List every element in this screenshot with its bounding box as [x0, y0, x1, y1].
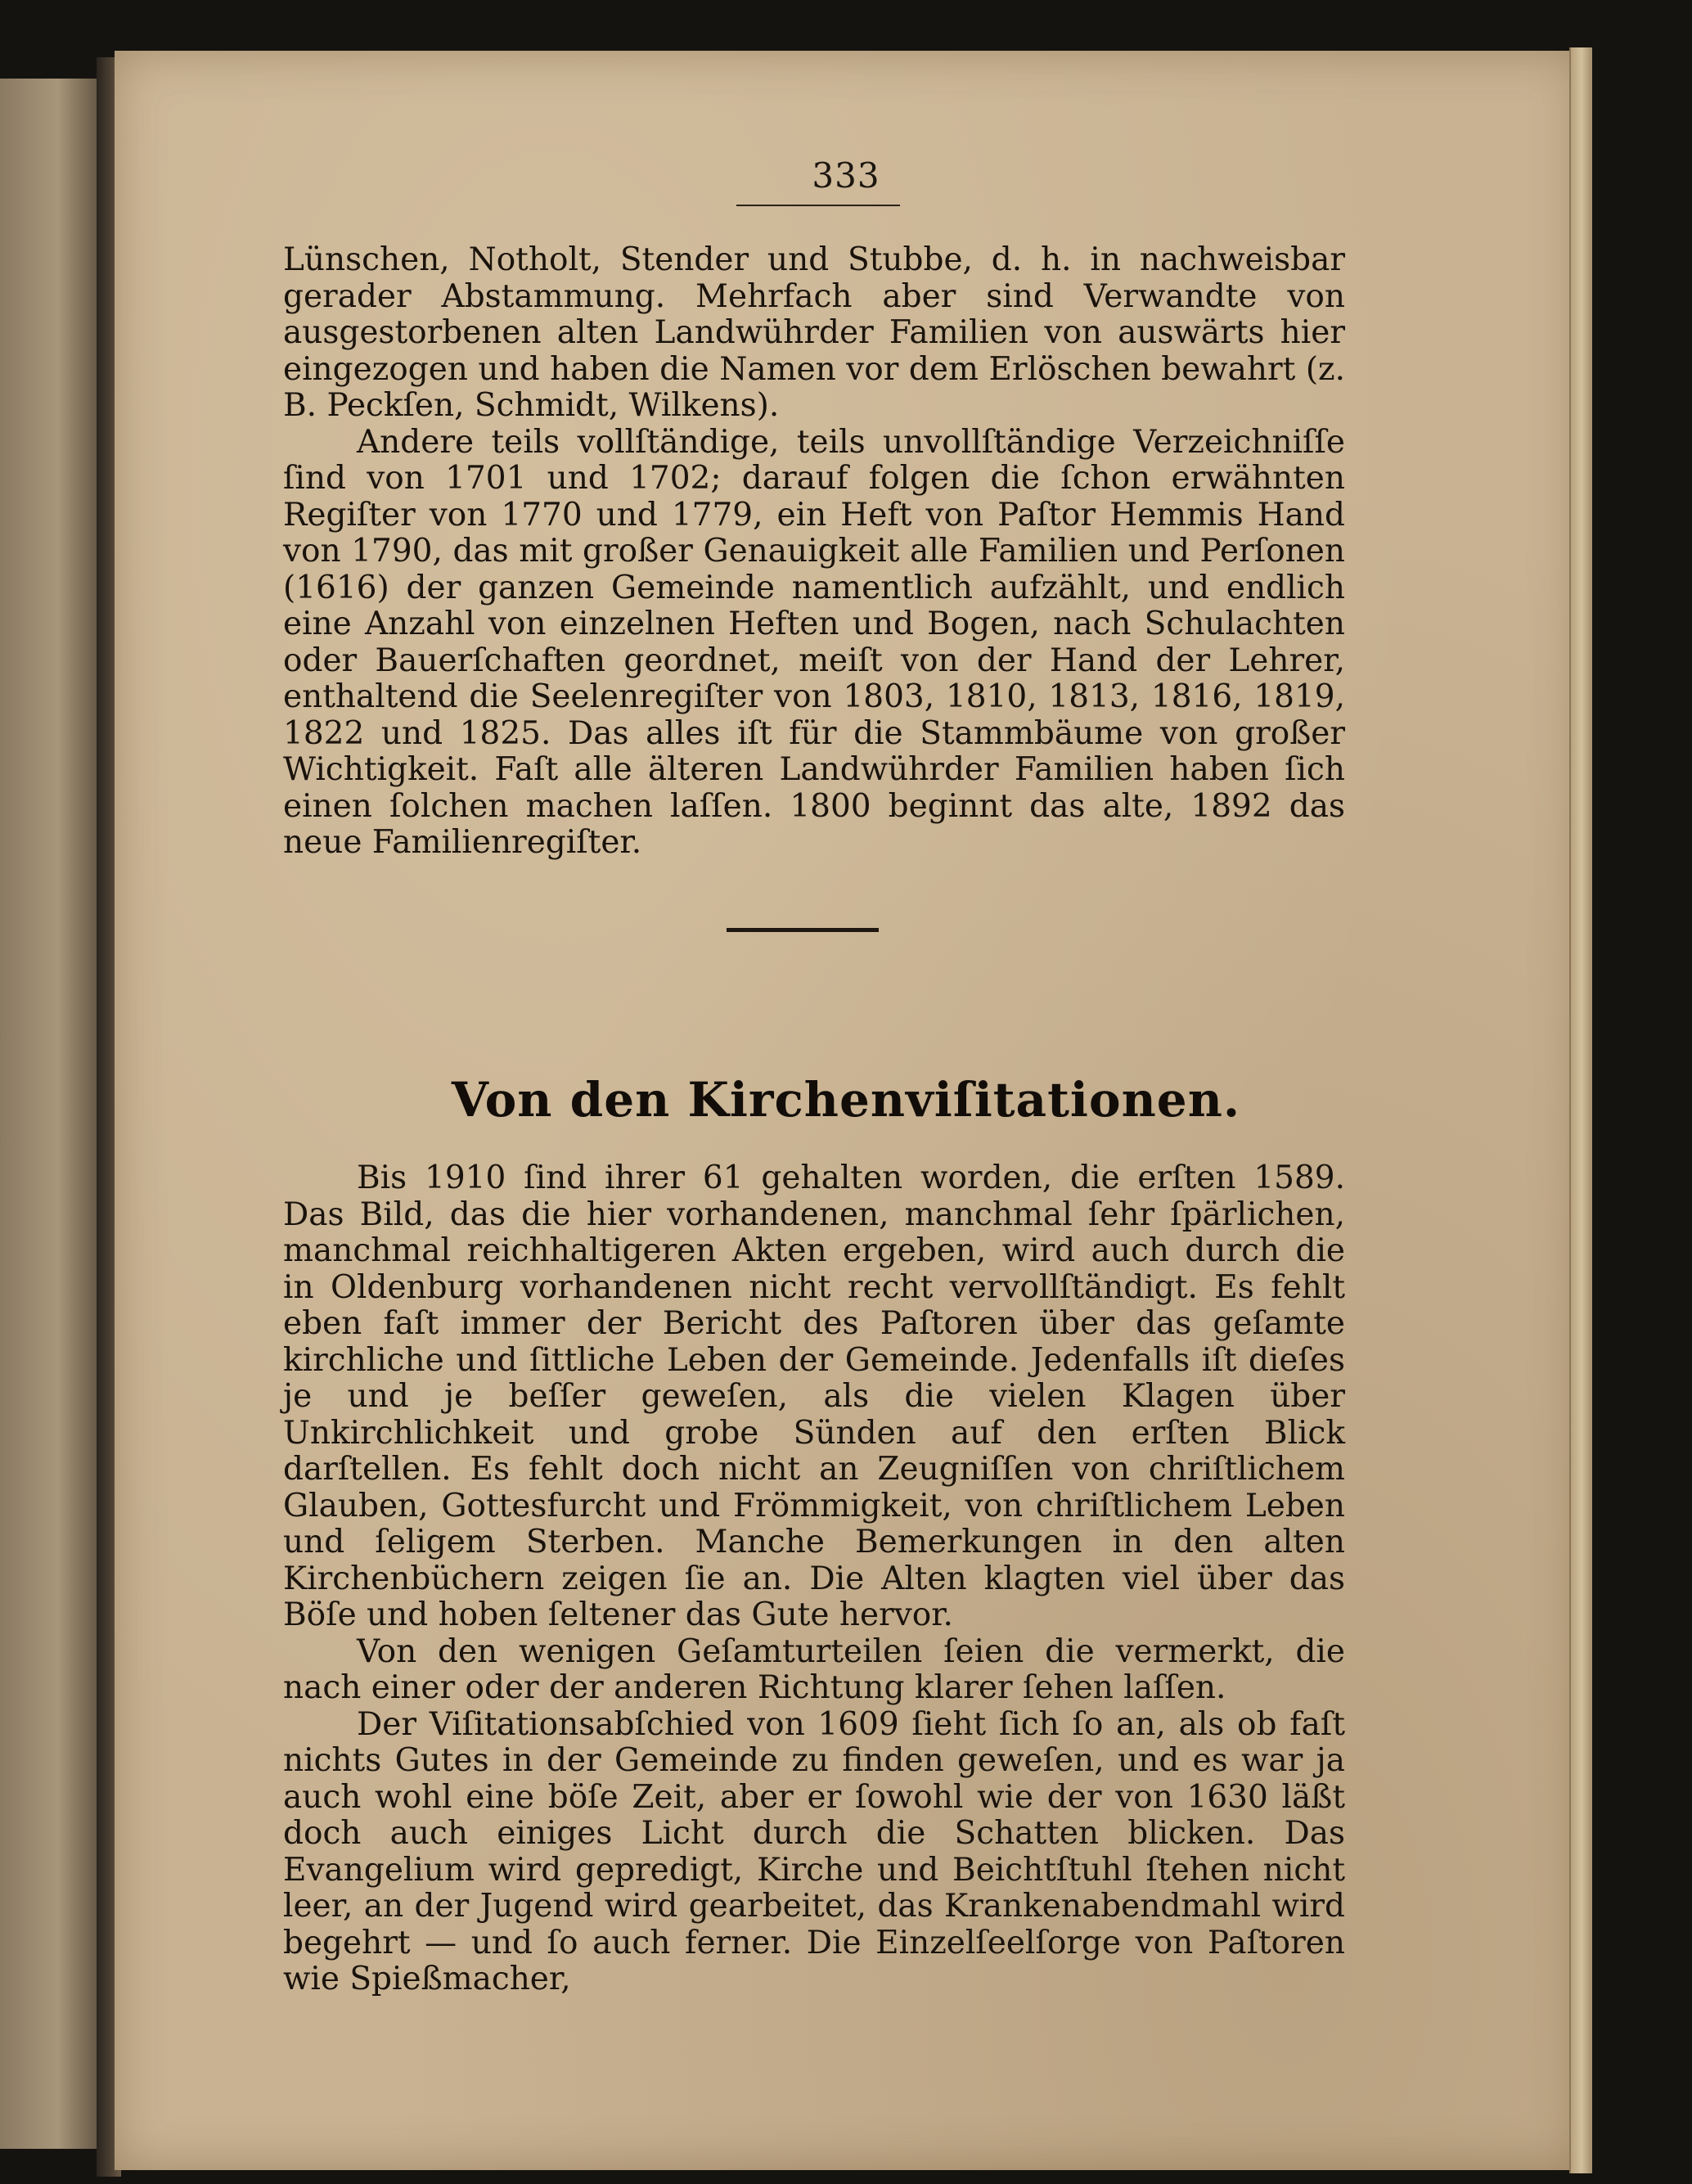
header-rule	[736, 205, 900, 206]
section-title: Von den Kirchenviſitationen.	[451, 1072, 1241, 1128]
section-separator	[727, 928, 879, 932]
paragraph: Der Viſitationsabſchied von 1609 ſieht ſich ſo an, als ob faſt nichts Gutes in der Gemeinde zu finden geweſen, und es war ja auch wohl eine böſe Zeit, aber er ſowohl wie der von 1630 läßt doch auch einiges Licht durch die Schatten blicken. Das Evangelium wird gepredigt, Kirche und Beichtſtuhl ſtehen nicht leer, an der Jugend wird gearbeitet, das Krankenabendmahl wird begehrt — und ſo auch ferner. Die Einzelſeelſorge von Paſtoren wie Spießmacher,	[283, 1705, 1345, 1997]
top-text-block	[283, 242, 1345, 862]
paragraph: Von den wenigen Geſamturteilen ſeien die vermerkt, die nach einer oder der anderen Richtung klarer ſehen laſſen.	[283, 1632, 1345, 1706]
section-heading	[0, 1072, 1692, 1128]
page-number: 333	[812, 155, 880, 196]
section-text-block	[283, 1160, 1345, 1998]
paragraph: Bis 1910 ſind ihrer 61 gehalten worden, die erſten 1589. Das Bild, das die hier vorhandenen, manchmal ſehr ſpärlichen, manchmal reichhaltigeren Akten ergeben, wird auch durch die in Oldenburg vorhandenen nicht recht vervollſtändigt. Es fehlt eben faſt immer der Bericht des Paſtoren über das geſamte kirchliche und ſittliche Leben der Gemeinde. Jedenfalls iſt dieſes je und je beſſer geweſen, als die vielen Klagen über Unkirchlichkeit und grobe Sünden auf den erſten Blick darſtellen. Es fehlt doch nicht an Zeugniſſen von chriſtlichem Glauben, Gottesfurcht und Frömmigkeit, von chriſtlichem Leben und ſeligem Sterben. Manche Bemerkungen in den alten Kirchenbüchern zeigen ſie an. Die Alten klagten viel über das Böſe und hoben ſeltener das Gute hervor.	[283, 1160, 1345, 1633]
paragraph: Andere teils vollſtändige, teils unvollſtändige Verzeichniſſe ſind von 1701 und 1702; darauf folgen die ſchon erwähnten Regiſter von 1770 und 1779, ein Heft von Paſtor Hemmis Hand von 1790, das mit großer Genauigkeit alle Familien und Perſonen (1616) der ganzen Gemeinde namentlich aufzählt, und endlich eine Anzahl von einzelnen Heften und Bogen, nach Schulachten oder Bauerſchaften geordnet, meiſt von der Hand der Lehrer, enthaltend die Seelenregiſter von 1803, 1810, 1813, 1816, 1819, 1822 und 1825. Das alles iſt für die Stammbäume von großer Wichtigkeit. Faſt alle älteren Landwührder Familien haben ſich einen ſolchen machen laſſen. 1800 beginnt das alte, 1892 das neue Familienregiſter.	[283, 423, 1345, 861]
page-header	[0, 155, 1692, 196]
paragraph: Lünschen, Notholt, Stender und Stubbe, d. h. in nachweisbar gerader Abstammung. Mehrfach aber sind Verwandte von ausgestorbenen alten Landwührder Familien von auswärts hier eingezogen und haben die Namen vor dem Erlöschen bewahrt (z. B. Peckſen, Schmidt, Wilkens).	[283, 241, 1345, 424]
